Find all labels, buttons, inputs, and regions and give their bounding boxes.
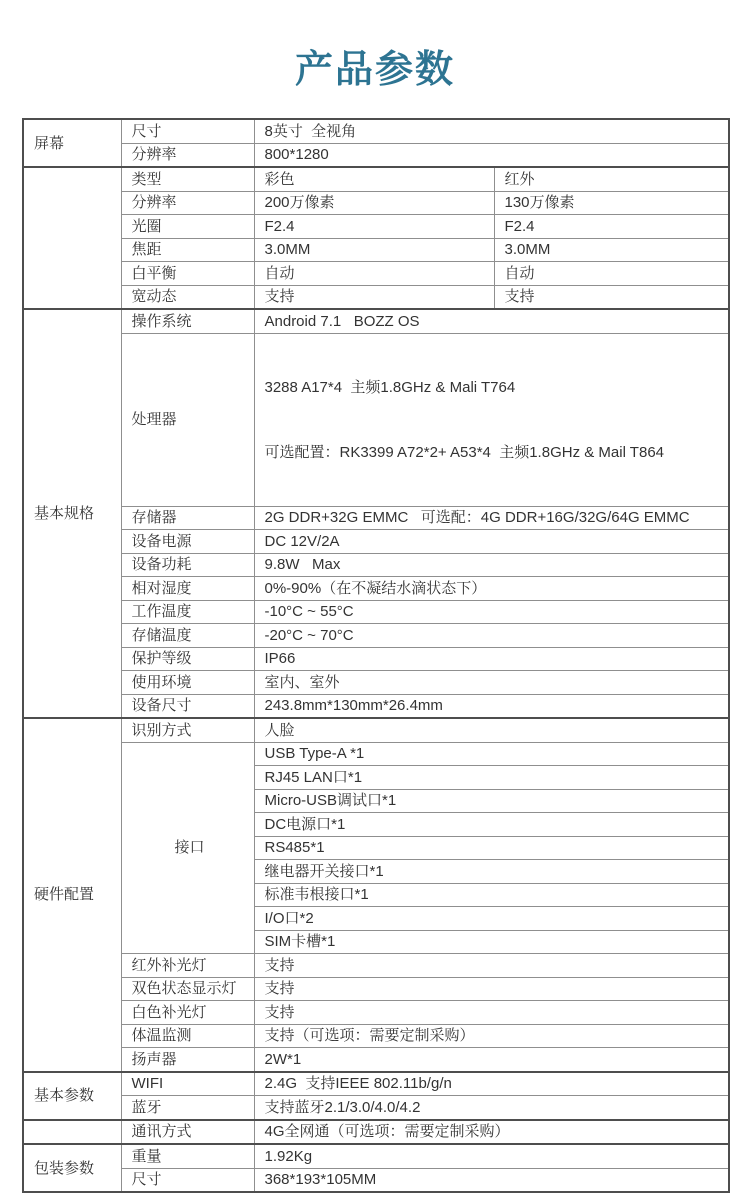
section-label-camera — [23, 167, 121, 309]
table-row — [23, 262, 729, 286]
table-row — [23, 647, 729, 671]
spec-key: 设备功耗 — [121, 553, 254, 577]
spec-key: 处理器 — [121, 333, 254, 506]
table-row — [23, 1001, 729, 1025]
spec-value: 支持 — [254, 1001, 729, 1025]
spec-key: 设备尺寸 — [121, 694, 254, 718]
spec-key: 相对湿度 — [121, 577, 254, 601]
table-row — [23, 119, 729, 143]
spec-key: 尺寸 — [121, 1168, 254, 1192]
table-row — [23, 238, 729, 262]
spec-key: 使用环境 — [121, 671, 254, 695]
section-label-basic-specs: 基本规格 — [23, 309, 121, 718]
spec-value-color: 彩色 — [254, 167, 494, 191]
spec-value: 9.8W Max — [254, 553, 729, 577]
spec-value-line1: 3288 A17*4 主频1.8GHz & Mali T764 — [264, 378, 516, 396]
spec-value: 支持蓝牙2.1/3.0/4.0/4.2 — [254, 1096, 729, 1120]
spec-key: 光圈 — [121, 215, 254, 239]
table-row — [23, 718, 729, 742]
spec-value: IP66 — [254, 647, 729, 671]
spec-key: 宽动态 — [121, 285, 254, 309]
spec-key: 白平衡 — [121, 262, 254, 286]
spec-key: 存储温度 — [121, 624, 254, 648]
section-label-comm — [23, 1120, 121, 1145]
spec-value: -10°C ~ 55°C — [254, 600, 729, 624]
table-row — [23, 1096, 729, 1120]
spec-key: 保护等级 — [121, 647, 254, 671]
spec-value-infrared: 支持 — [494, 285, 729, 309]
table-row — [23, 1120, 729, 1145]
spec-value: 368*193*105MM — [254, 1168, 729, 1192]
spec-value: Android 7.1 BOZZ OS — [254, 309, 729, 333]
table-row — [23, 1072, 729, 1096]
table-row — [23, 309, 729, 333]
spec-key: 体温监测 — [121, 1024, 254, 1048]
table-row — [23, 624, 729, 648]
spec-value — [254, 333, 729, 506]
spec-value: RJ45 LAN口*1 — [254, 766, 729, 790]
spec-value: USB Type-A *1 — [254, 742, 729, 766]
spec-value: 2.4G 支持IEEE 802.11b/g/n — [254, 1072, 729, 1096]
spec-value: 继电器开关接口*1 — [254, 860, 729, 884]
spec-key: 分辨率 — [121, 191, 254, 215]
table-row — [23, 530, 729, 554]
table-row — [23, 215, 729, 239]
spec-key-interfaces: 接口 — [121, 742, 254, 954]
spec-value: 标准韦根接口*1 — [254, 883, 729, 907]
spec-key: 尺寸 — [121, 119, 254, 143]
spec-value: -20°C ~ 70°C — [254, 624, 729, 648]
table-row — [23, 977, 729, 1001]
spec-key: 识别方式 — [121, 718, 254, 742]
spec-key: 焦距 — [121, 238, 254, 262]
spec-key: 操作系统 — [121, 309, 254, 333]
spec-value: RS485*1 — [254, 836, 729, 860]
table-row — [23, 577, 729, 601]
spec-value: I/O口*2 — [254, 907, 729, 931]
table-row — [23, 506, 729, 530]
spec-key: WIFI — [121, 1072, 254, 1096]
spec-value: 2G DDR+32G EMMC 可选配：4G DDR+16G/32G/64G EMMC — [254, 506, 729, 530]
spec-value: DC 12V/2A — [254, 530, 729, 554]
spec-value: DC电源口*1 — [254, 813, 729, 837]
spec-value-color: 自动 — [254, 262, 494, 286]
spec-value: SIM卡槽*1 — [254, 930, 729, 954]
spec-value: 8英寸 全视角 — [254, 119, 729, 143]
spec-key: 通讯方式 — [121, 1120, 254, 1145]
spec-value: 室内、室外 — [254, 671, 729, 695]
spec-key: 蓝牙 — [121, 1096, 254, 1120]
spec-value-infrared: F2.4 — [494, 215, 729, 239]
table-row — [23, 671, 729, 695]
spec-key: 类型 — [121, 167, 254, 191]
spec-key: 重量 — [121, 1144, 254, 1168]
spec-value: 243.8mm*130mm*26.4mm — [254, 694, 729, 718]
spec-value: 人脸 — [254, 718, 729, 742]
spec-table — [22, 118, 730, 1193]
table-row — [23, 191, 729, 215]
spec-key: 存储器 — [121, 506, 254, 530]
spec-value: Micro-USB调试口*1 — [254, 789, 729, 813]
table-row — [23, 600, 729, 624]
table-row — [23, 553, 729, 577]
spec-value-color: 3.0MM — [254, 238, 494, 262]
table-row — [23, 742, 729, 766]
spec-value-color: F2.4 — [254, 215, 494, 239]
table-row — [23, 285, 729, 309]
spec-value: 支持（可选项：需要定制采购） — [254, 1024, 729, 1048]
spec-value: 支持 — [254, 954, 729, 978]
spec-value-color: 200万像素 — [254, 191, 494, 215]
table-row — [23, 1048, 729, 1072]
table-row — [23, 1024, 729, 1048]
section-label-package: 包装参数 — [23, 1144, 121, 1192]
table-row — [23, 694, 729, 718]
page-title: 产品参数 — [294, 49, 455, 91]
section-label-screen: 屏幕 — [23, 119, 121, 167]
spec-key: 红外补光灯 — [121, 954, 254, 978]
spec-value: 0%-90%（在不凝结水滴状态下） — [254, 577, 729, 601]
spec-value: 2W*1 — [254, 1048, 729, 1072]
table-row — [23, 143, 729, 167]
spec-value-infrared: 130万像素 — [494, 191, 729, 215]
spec-value-line2: 可选配置：RK3399 A72*2+ A53*4 主频1.8GHz & Mail T864 — [264, 443, 665, 461]
section-label-hardware: 硬件配置 — [23, 718, 121, 1072]
table-row — [23, 1144, 729, 1168]
spec-key: 工作温度 — [121, 600, 254, 624]
spec-value-infrared: 红外 — [494, 167, 729, 191]
spec-value-infrared: 自动 — [494, 262, 729, 286]
spec-value-color: 支持 — [254, 285, 494, 309]
spec-key: 设备电源 — [121, 530, 254, 554]
spec-key: 双色状态显示灯 — [121, 977, 254, 1001]
table-row — [23, 954, 729, 978]
spec-value: 支持 — [254, 977, 729, 1001]
spec-value: 4G全网通（可选项：需要定制采购） — [254, 1120, 729, 1145]
section-label-basic-params: 基本参数 — [23, 1072, 121, 1120]
table-row — [23, 1168, 729, 1192]
spec-value-infrared: 3.0MM — [494, 238, 729, 262]
spec-value: 1.92Kg — [254, 1144, 729, 1168]
spec-value: 800*1280 — [254, 143, 729, 167]
spec-key: 分辨率 — [121, 143, 254, 167]
spec-key: 扬声器 — [121, 1048, 254, 1072]
spec-key: 白色补光灯 — [121, 1001, 254, 1025]
table-row — [23, 167, 729, 191]
table-row — [23, 333, 729, 506]
